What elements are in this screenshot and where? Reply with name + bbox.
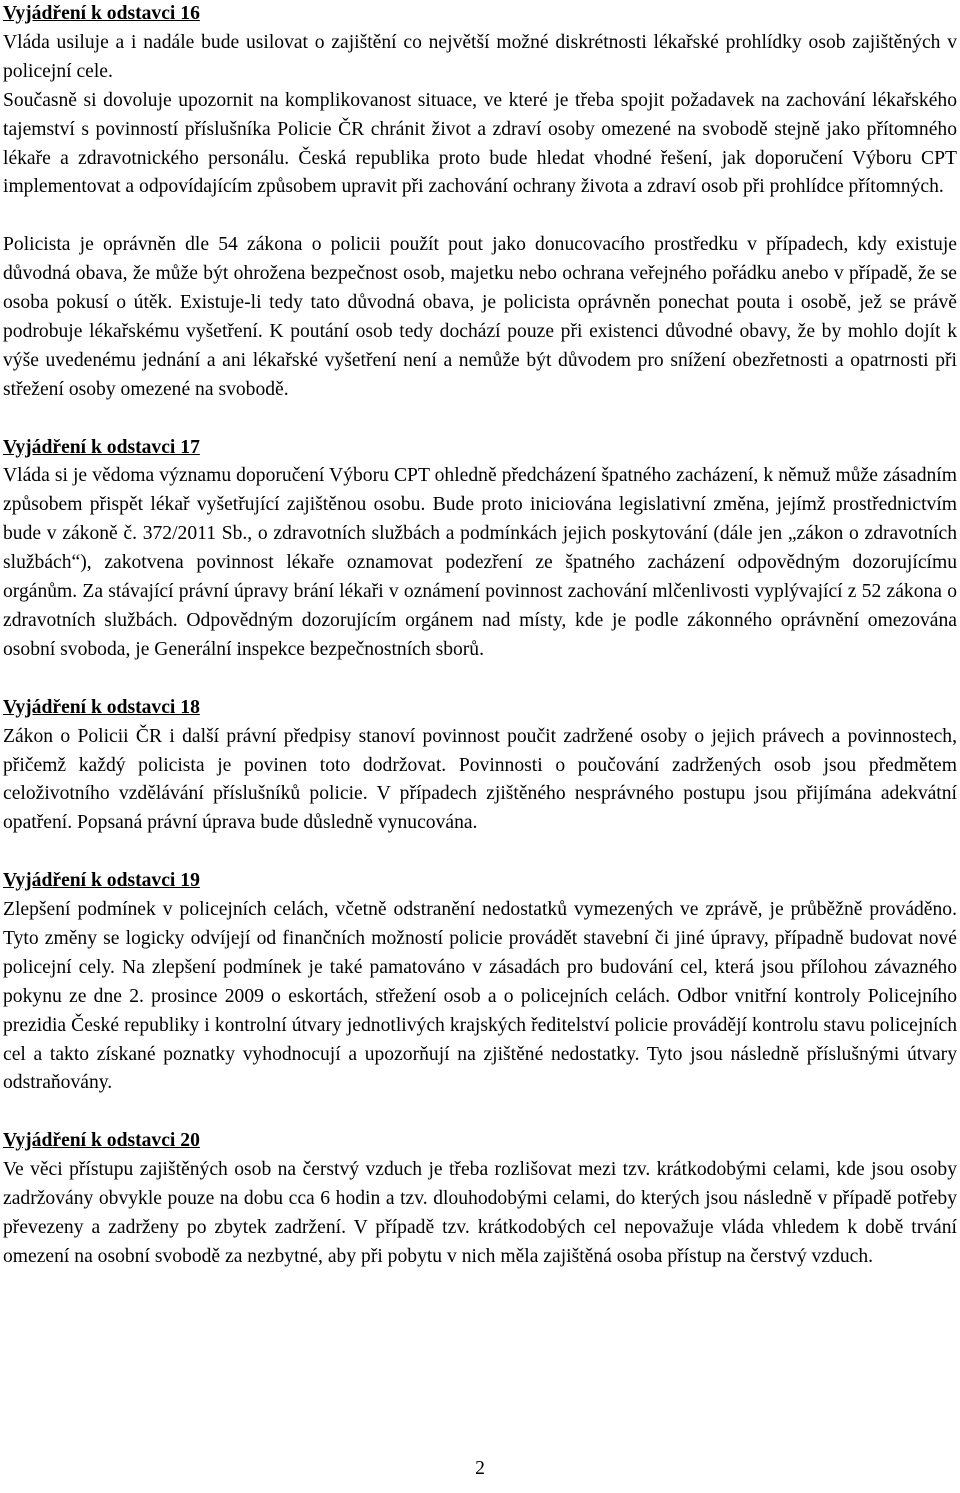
- section-17: [3, 434, 957, 665]
- section-heading: Vyjádření k odstavci 18: [3, 696, 200, 718]
- page-number: 2: [475, 1458, 485, 1479]
- section-19: [3, 867, 957, 1098]
- paragraph: Zlepšení podmínek v policejních celách, včetně odstranění nedostatků vymezených ve zprávě, je průběžně prováděno. Tyto změny se logicky odvíjejí od finančních možností policie provádět stavební či jiné úpravy, případně budovat nové policejní cely. Na zlepšení podmínek je také pamatováno v zásadách pro budování cel, která jsou přílohou závazného pokynu ze dne 2. prosince 2009 o eskortách, střežení osob a o policejních celách. Odbor vnitřní kontroly Policejního prezidia České republiky i kontrolní útvary jednotlivých krajských ředitelství policie provádějí kontrolu stavu policejních cel a takto získané poznatky vyhodnocují a upozorňují na zjištěné nedostatky. Tyto jsou následně příslušnými útvary odstraňovány.: [3, 899, 957, 1094]
- paragraph: Současně si dovoluje upozornit na komplikovanost situace, ve které je třeba spojit požadavek na zachování lékařského tajemství s povinností příslušníka Policie ČR chránit život a zdraví osoby omezené na svobodě stejně jako přítomného lékaře a zdravotnického personálu. Česká republika proto bude hledat vhodné řešení, jak doporučení Výboru CPT implementovat a odpovídajícím způsobem upravit při zachování ochrany života a zdraví osob při prohlídce přítomných.: [3, 89, 957, 198]
- section-heading: Vyjádření k odstavci 20: [3, 1130, 200, 1152]
- section-heading: Vyjádření k odstavci 19: [3, 870, 200, 892]
- section-16: [3, 0, 957, 405]
- paragraph: Zákon o Policii ČR i další právní předpisy stanoví povinnost poučit zadržené osoby o jejich právech a povinnostech, přičemž každý policista je povinen toto dodržovat. Povinnosti o poučování zadržených osob jsou předmětem celoživotního vzdělávání příslušníků policie. V případech zjištěného nesprávného postupu jsou přijímána adekvátní opatření. Popsaná právní úprava bude důsledně vynucována.: [3, 725, 957, 834]
- document-page: [3, 0, 957, 1272]
- paragraph: Policista je oprávněn dle 54 zákona o policii použít pout jako donucovacího prostředku v případech, kdy existuje důvodná obava, že může být ohrožena bezpečnost osob, majetku nebo ochrana veřejného pořádku anebo v případě, že se osoba pokusí o útěk. Existuje-li tedy tato důvodná obava, je policista oprávněn ponechat pouta i osobě, jež se právě podrobuje lékařskému vyšetření. K poutání osob tedy dochází pouze při existenci důvodné obavy, že by mohlo dojít k výše uvedenému jednání a ani lékařské vyšetření není a nemůže být důvodem pro snížení obezřetnosti a opatrnosti při střežení osoby omezené na svobodě.: [3, 234, 957, 400]
- section-20: [3, 1127, 957, 1272]
- section-heading: Vyjádření k odstavci 17: [3, 436, 200, 458]
- section-heading: Vyjádření k odstavci 16: [3, 3, 200, 24]
- paragraph: Ve věci přístupu zajištěných osob na čerstvý vzduch je třeba rozlišovat mezi tzv. krátkodobými celami, kde jsou osoby zadržovány obvykle pouze na dobu cca 6 hodin a tzv. dlouhodobými celami, do kterých jsou následně v případě potřeby převezeny a zadrženy po zbytek zadržení. V případě tzv. krátkodobých cel nepovažuje vláda vhledem k době trvání omezení na osobní svobodě za nezbytné, aby při pobytu v nich měla zajištěná osoba přístup na čerstvý vzduch.: [3, 1159, 957, 1267]
- paragraph: Vláda si je vědoma významu doporučení Výboru CPT ohledně předcházení špatného zacházení, k němuž může zásadním způsobem přispět lékař vyšetřující zajištěnou osobu. Bude proto iniciována legislativní změna, jejímž prostřednictvím bude v zákoně č. 372/2011 Sb., o zdravotních službách a podmínkách jejich poskytování (dále jen „zákon o zdravotních službách“), zakotvena povinnost lékaře oznamovat podezření ze špatného zacházení odpovědným dozorujícímu orgánům. Za stávající právní úpravy brání lékaři v oznámení povinnost zachování mlčenlivosti vyplývající z 52 zákona o zdravotních službách. Odpovědným dozorujícím orgánem nad místy, kde je podle zákonného oprávnění omezována osobní svoboda, je Generální inspekce bezpečnostních sborů.: [3, 465, 957, 660]
- paragraph: Vláda usiluje a i nadále bude usilovat o zajištění co největší možné diskrétnosti lékařské prohlídky osob zajištěných v policejní cele.: [3, 31, 957, 82]
- section-18: [3, 694, 957, 839]
